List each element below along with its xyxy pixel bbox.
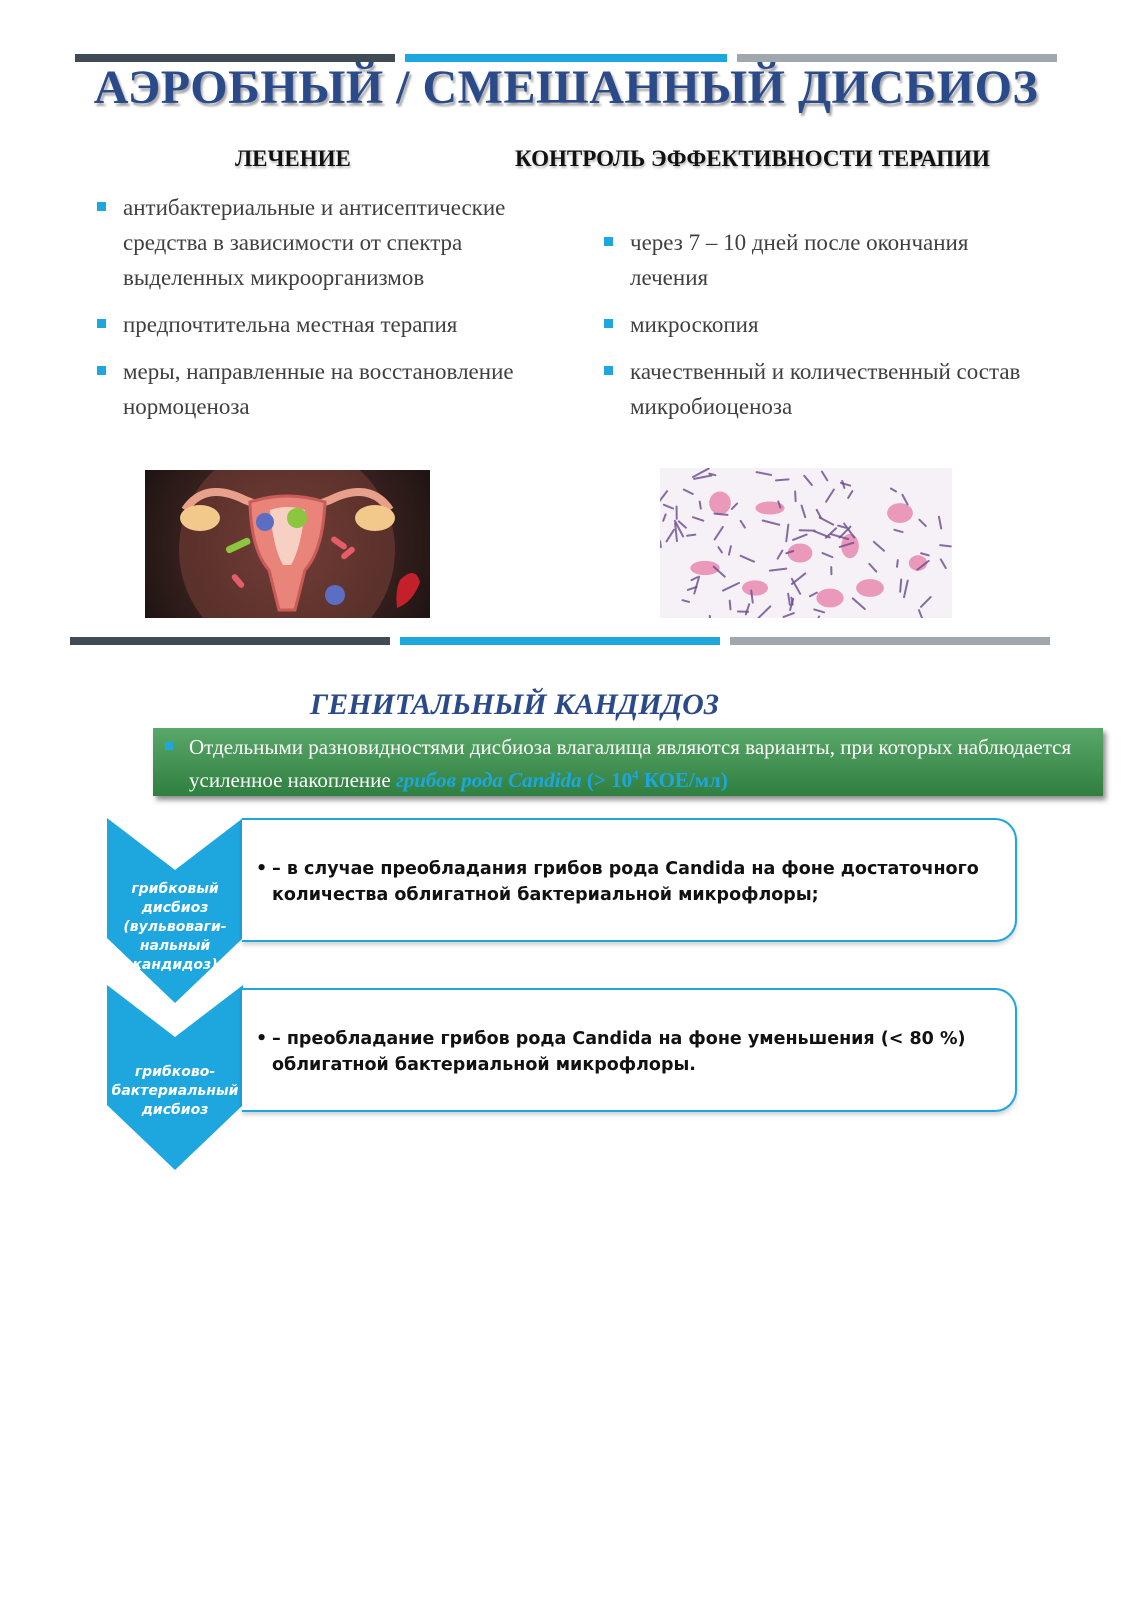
bullet-dot-icon: • (256, 1029, 268, 1049)
treatment-item-text: меры, направленные на восстановление нормоценоза (123, 359, 514, 419)
list-item (604, 354, 1044, 424)
control-list (604, 225, 1044, 436)
type-description-box-1 (242, 818, 1017, 942)
treatment-heading: ЛЕЧЕНИЕ (235, 146, 351, 171)
square-bullet-icon (97, 202, 106, 211)
intro-value (587, 768, 728, 792)
intro-text: Отдельными разновидностями дисбиоза влагалища являются варианты, при которых наблюдается усиленное накопление (189, 735, 1072, 792)
separator-bar-dark (70, 637, 390, 645)
page-title: АЭРОБНЫЙ / СМЕШАННЫЙ ДИСБИОЗ (93, 61, 1039, 114)
intro-banner (153, 728, 1103, 796)
intro-highlight: грибов рода Candida (395, 768, 582, 792)
microscopy-icon (660, 468, 952, 618)
type-label-1: грибковый дисбиоз (вульвоваги-нальный кандидоз) (123, 881, 227, 973)
bullet-dot-icon: • (256, 859, 268, 879)
square-bullet-icon (604, 237, 613, 246)
type-label-2: грибково-бактериальный дисбиоз (111, 1064, 239, 1118)
treatment-list (97, 190, 517, 436)
control-item-text: микроскопия (630, 312, 759, 337)
control-item-text: через 7 – 10 дней после окончания лечения (630, 230, 969, 290)
uterus-illustration (145, 470, 430, 618)
treatment-item-text: антибактериальные и антисептические средства в зависимости от спектра выделенных микроорганизмов (123, 195, 506, 290)
value-exponent: 4 (632, 767, 639, 782)
separator-bar-gray (730, 637, 1050, 645)
list-item (97, 190, 517, 295)
type-description-box-2 (242, 988, 1017, 1112)
value-base: (> 10 (586, 768, 633, 792)
section-title: ГЕНИТАЛЬНЫЙ КАНДИДОЗ (310, 688, 720, 721)
list-item (604, 307, 1044, 342)
square-bullet-icon (165, 742, 173, 750)
list-item (97, 307, 517, 342)
separator-bar-blue (400, 637, 720, 645)
type-description: – преобладание грибов рода Candida на фоне уменьшения (< 80 %) облигатной бактериальной микрофлоры. (272, 1029, 966, 1075)
microscopy-illustration (660, 468, 952, 618)
square-bullet-icon (97, 319, 106, 328)
type-description: – в случае преобладания грибов рода Candida на фоне достаточного количества облигатной бактериальной микрофлоры; (272, 859, 979, 905)
uterus-icon (145, 470, 430, 618)
treatment-item-text: предпочтительна местная терапия (123, 312, 458, 337)
value-unit: КОЕ/мл) (643, 768, 728, 792)
square-bullet-icon (604, 319, 613, 328)
square-bullet-icon (97, 366, 106, 375)
list-item (97, 354, 517, 424)
list-item (604, 225, 1044, 295)
control-item-text: качественный и количественный состав микробиоценоза (630, 359, 1021, 419)
square-bullet-icon (604, 366, 613, 375)
control-heading: КОНТРОЛЬ ЭФФЕКТИВНОСТИ ТЕРАПИИ (515, 146, 990, 171)
